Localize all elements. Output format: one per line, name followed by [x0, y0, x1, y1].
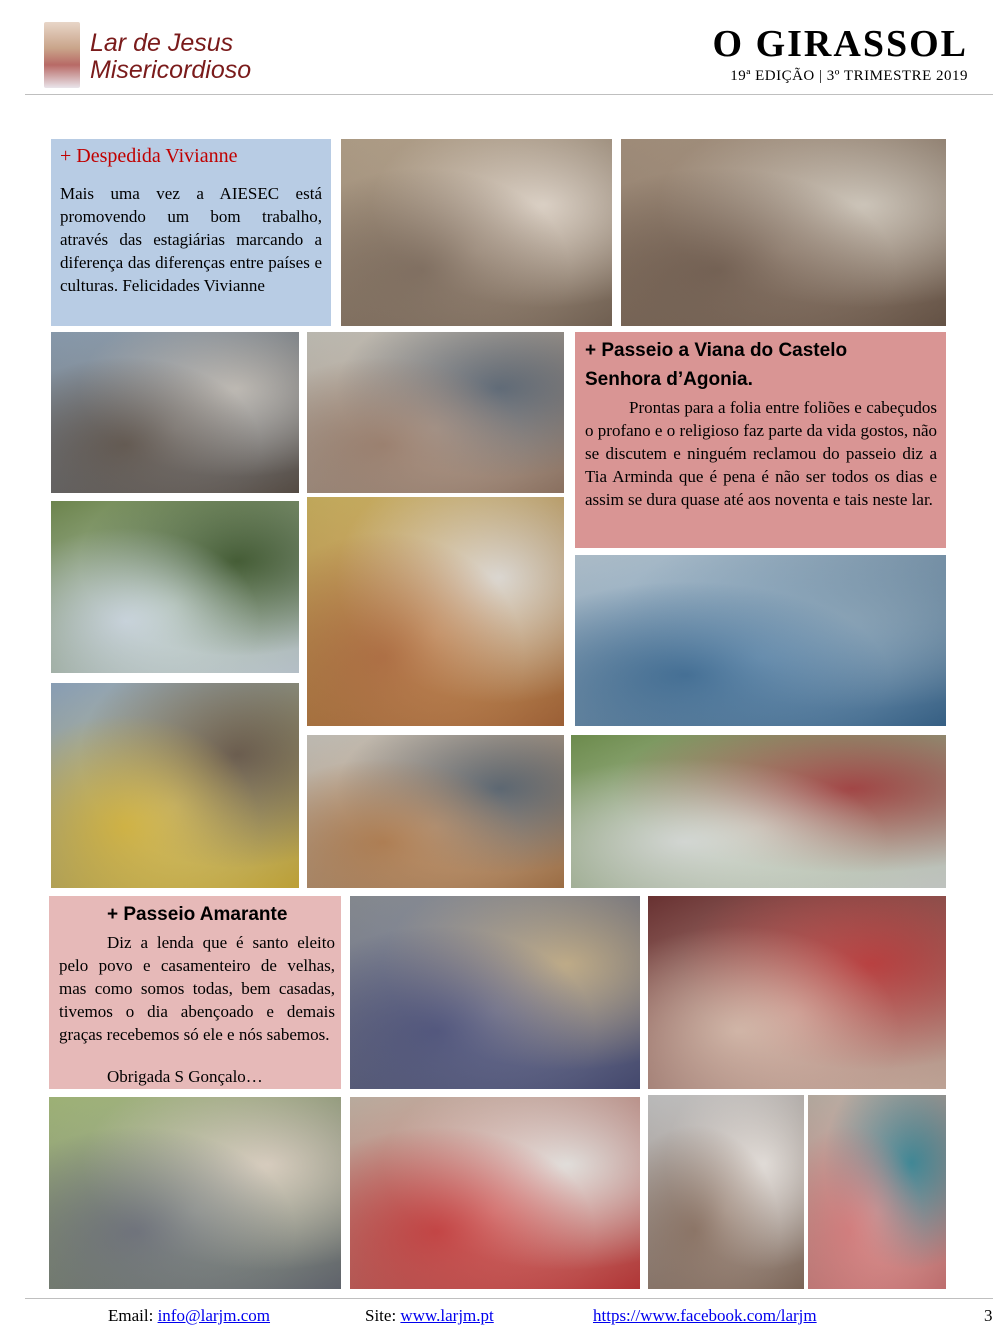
masthead-title: O GIRASSOL	[712, 23, 968, 65]
photo-viana-crowd	[51, 332, 299, 493]
photo-park-vans	[571, 735, 946, 888]
viana-title-line1: + Passeio a Viana do Castelo	[585, 340, 848, 361]
logo-text-line2: Misericordioso	[90, 56, 252, 84]
photo-harbor-boats	[575, 555, 946, 726]
header-divider	[25, 94, 993, 95]
edition-info: 19ª EDIÇÃO | 3º TRIMESTRE 2019	[730, 68, 968, 84]
footer-email	[108, 1306, 270, 1326]
email-label: Email:	[108, 1306, 154, 1325]
site-label: Site:	[365, 1306, 397, 1325]
viana-title-line2: Senhora d’Agonia.	[585, 369, 753, 390]
photo-restaurant-table	[350, 1097, 640, 1289]
photo-van-interior-2	[307, 735, 564, 888]
photo-van-interior-1	[307, 332, 564, 493]
photo-riverside-trees	[51, 501, 299, 673]
site-link[interactable]: www.larjm.pt	[400, 1306, 494, 1325]
facebook-link[interactable]: https://www.facebook.com/larjm	[593, 1306, 817, 1325]
logo-text-line1: Lar de Jesus	[90, 29, 234, 57]
amarante-closing: Obrigada S Gonçalo…	[107, 1067, 263, 1086]
footer-divider	[25, 1298, 993, 1299]
photo-lady-smiling	[808, 1095, 946, 1289]
photo-woman-with-children	[307, 497, 564, 726]
photo-breakfast-table	[341, 139, 612, 326]
despedida-box	[51, 139, 331, 326]
amarante-box	[49, 896, 341, 1089]
email-link[interactable]: info@larjm.com	[157, 1306, 271, 1325]
photo-amarante-riverside	[49, 1097, 341, 1289]
viana-body: Prontas para a folia entre foliões e cabeçudos o profano e o religioso faz parte da vida gostos, não se discutem e ninguém reclamou do passeio diz a Tia Arminda que é pena é não ser todos os dias e assim se dura quase até aos noventa e tais neste lar.	[585, 398, 937, 509]
photo-presentation-room	[621, 139, 946, 326]
footer-site	[365, 1306, 494, 1326]
amarante-body: Diz a lenda que é santo eleito pelo povo e casamenteiro de velhas, mas como somos todas, bem casadas, tivemos o dia abençoado e demais graças recebemos só ele e nós sabemos.	[59, 933, 335, 1044]
photo-two-ladies-portrait	[648, 896, 946, 1089]
footer-facebook	[593, 1306, 817, 1326]
despedida-body: Mais uma vez a AIESEC está promovendo um bom trabalho, através das estagiárias marcando a diferença das diferenças entre países e culturas. Felicidades Vivianne	[60, 184, 322, 295]
photo-lady-glasses	[648, 1095, 804, 1289]
despedida-title: + Despedida Vivianne	[60, 145, 238, 167]
photo-viana-parade	[51, 683, 299, 888]
photo-amarante-group	[350, 896, 640, 1089]
viana-box	[575, 332, 946, 548]
logo-image	[44, 22, 80, 88]
page-number: 3	[984, 1306, 993, 1325]
amarante-title: + Passeio Amarante	[107, 904, 288, 925]
